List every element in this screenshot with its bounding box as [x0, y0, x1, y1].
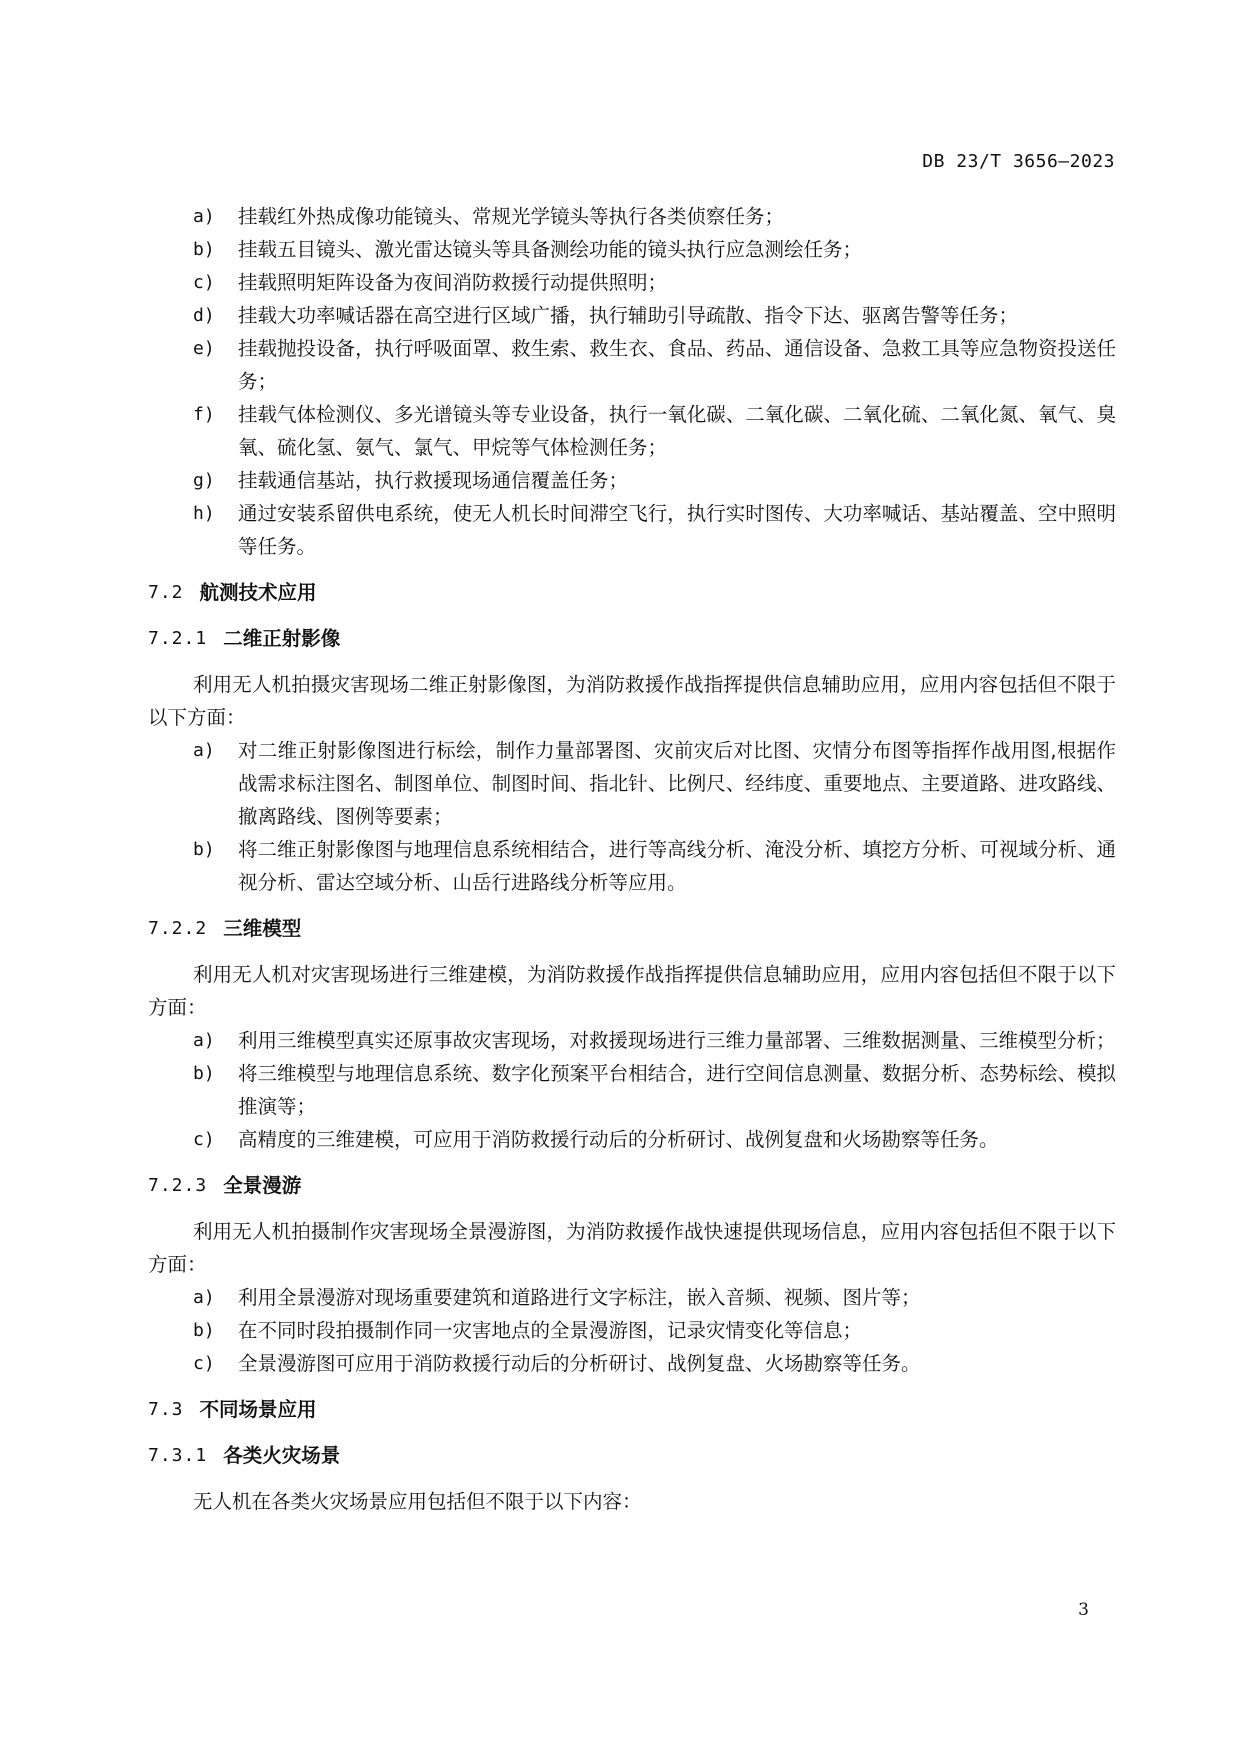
list-text: 挂载红外热成像功能镜头、常规光学镜头等执行各类侦察任务；	[238, 205, 785, 228]
section-number: 7.3.1	[148, 1445, 208, 1466]
section-heading-7-3-1	[148, 1439, 1116, 1472]
list-text: 将二维正射影像图与地理信息系统相结合，进行等高线分析、淹没分析、填挖方分析、可视域分析、通视分析、雷达空域分析、山岳行进路线分析等应用。	[238, 838, 1116, 894]
list-text: 挂载大功率喊话器在高空进行区域广播，执行辅助引导疏散、指令下达、驱离告警等任务；	[238, 304, 1019, 327]
list-text: 全景漫游图可应用于消防救援行动后的分析研讨、战例复盘、火场勘察等任务。	[238, 1352, 921, 1375]
list-item	[148, 734, 1116, 833]
list-item	[148, 464, 1116, 497]
list-label: a)	[193, 1287, 215, 1308]
list-item	[148, 1347, 1116, 1380]
page-number: 3	[1078, 1600, 1089, 1620]
list-text: 在不同时段拍摄制作同一灾害地点的全景漫游图，记录灾情变化等信息；	[238, 1319, 863, 1342]
section-number: 7.2.1	[148, 628, 208, 649]
section-title: 三维模型	[223, 917, 302, 940]
section-heading-7-2-2	[148, 912, 1116, 945]
list-text: 挂载五目镜头、激光雷达镜头等具备测绘功能的镜头执行应急测绘任务；	[238, 238, 863, 261]
list-item	[148, 332, 1116, 398]
list-item	[148, 233, 1116, 266]
list-text: 对二维正射影像图进行标绘，制作力量部署图、灾前灾后对比图、灾情分布图等指挥作战用图,根据作战需求标注图名、制图单位、制图时间、指北针、比例尺、经纬度、重要地点、主要道路、进攻路线、撤离路线、图例等要素；	[238, 739, 1116, 828]
list-text: 挂载抛投设备，执行呼吸面罩、救生索、救生衣、食品、药品、通信设备、急救工具等应急物资投送任务；	[238, 337, 1116, 393]
list-item	[148, 398, 1116, 464]
paragraph: 利用无人机拍摄制作灾害现场全景漫游图，为消防救援作战快速提供现场信息，应用内容包括但不限于以下方面：	[148, 1220, 1116, 1276]
section-title: 全景漫游	[223, 1174, 302, 1197]
list-label: b)	[193, 1320, 215, 1341]
list-item	[148, 833, 1116, 899]
list-label: c)	[193, 272, 215, 293]
document-code: DB 23/T 3656—2023	[922, 151, 1115, 172]
list-label: b)	[193, 239, 215, 260]
list-text: 高精度的三维建模，可应用于消防救援行动后的分析研讨、战例复盘和火场勘察等任务。	[238, 1128, 999, 1151]
list-item	[148, 1057, 1116, 1123]
section-number: 7.3	[148, 1399, 184, 1420]
list-text: 将三维模型与地理信息系统、数字化预案平台相结合，进行空间信息测量、数据分析、态势标绘、模拟推演等；	[238, 1062, 1116, 1118]
section-title: 各类火灾场景	[223, 1444, 341, 1467]
section-number: 7.2	[148, 582, 184, 603]
list-item	[148, 1024, 1116, 1057]
list-label: d)	[193, 305, 215, 326]
list-label: a)	[193, 1030, 215, 1051]
list-text: 挂载通信基站，执行救援现场通信覆盖任务；	[238, 469, 629, 492]
list-label: c)	[193, 1129, 215, 1150]
list-text: 挂载照明矩阵设备为夜间消防救援行动提供照明；	[238, 271, 668, 294]
list-label: a)	[193, 740, 215, 761]
paragraph: 利用无人机拍摄灾害现场二维正射影像图，为消防救援作战指挥提供信息辅助应用，应用内容包括但不限于以下方面：	[148, 673, 1116, 729]
list-label: g)	[193, 470, 215, 491]
section-heading-7-2-1	[148, 622, 1116, 655]
section-title: 不同场景应用	[199, 1398, 317, 1421]
list-text: 利用全景漫游对现场重要建筑和道路进行文字标注，嵌入音频、视频、图片等；	[238, 1286, 921, 1309]
list-item	[148, 1281, 1116, 1314]
list-label: b)	[193, 1063, 215, 1084]
list-label: c)	[193, 1353, 215, 1374]
paragraph: 无人机在各类火灾场景应用包括但不限于以下内容：	[193, 1490, 642, 1513]
list-label: e)	[193, 338, 215, 359]
section-title: 航测技术应用	[199, 581, 317, 604]
section-title: 二维正射影像	[223, 627, 341, 650]
list-label: a)	[193, 206, 215, 227]
list-item	[148, 1123, 1116, 1156]
list-text: 挂载气体检测仪、多光谱镜头等专业设备，执行一氧化碳、二氧化碳、二氧化硫、二氧化氮、氧气、臭氧、硫化氢、氨气、氯气、甲烷等气体检测任务；	[238, 403, 1116, 459]
list-item	[148, 266, 1116, 299]
list-label: b)	[193, 839, 215, 860]
list-7-1-continued	[148, 200, 1116, 563]
list-item	[148, 1314, 1116, 1347]
list-item	[148, 200, 1116, 233]
section-heading-7-2	[148, 576, 1116, 609]
section-heading-7-2-3	[148, 1169, 1116, 1202]
paragraph: 利用无人机对灾害现场进行三维建模，为消防救援作战指挥提供信息辅助应用，应用内容包括但不限于以下方面：	[148, 963, 1116, 1019]
list-label: f)	[193, 404, 215, 425]
list-text: 利用三维模型真实还原事故灾害现场，对救援现场进行三维力量部署、三维数据测量、三维模型分析；	[238, 1029, 1116, 1052]
page-content	[148, 200, 1116, 1518]
list-text: 通过安装系留供电系统，使无人机长时间滞空飞行，执行实时图传、大功率喊话、基站覆盖、空中照明等任务。	[238, 502, 1116, 558]
list-label: h)	[193, 503, 215, 524]
list-item	[148, 497, 1116, 563]
section-number: 7.2.2	[148, 918, 208, 939]
section-number: 7.2.3	[148, 1175, 208, 1196]
section-heading-7-3	[148, 1393, 1116, 1426]
list-item	[148, 299, 1116, 332]
